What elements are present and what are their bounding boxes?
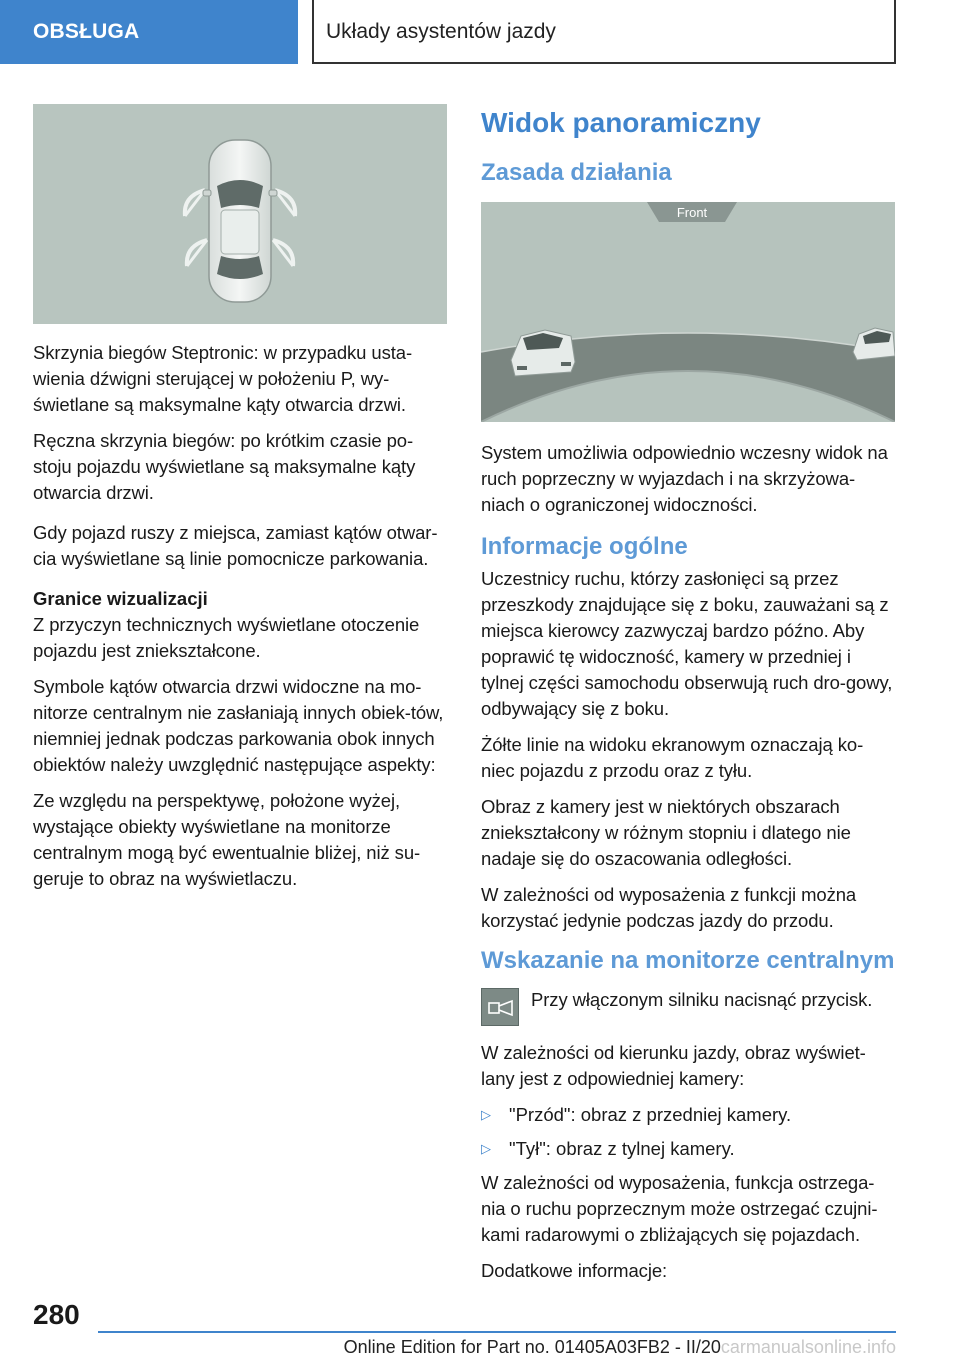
list-item-text: "Przód": obraz z przedniej kamery. xyxy=(509,1104,792,1125)
triangle-bullet-icon: ▷ xyxy=(481,1107,491,1122)
paragraph: System umożliwia odpowiednio wczesny widok na ruch poprzeczny w wyjazdach i na skrzyżowa‐niach o ograniczonej widoczności. xyxy=(481,442,888,515)
footer-divider xyxy=(98,1331,896,1333)
subsection-heading: Zasada działania xyxy=(481,159,672,186)
door-angle-illustration xyxy=(33,104,447,324)
chapter-title: Układy asystentów jazdy xyxy=(312,0,896,64)
button-instruction xyxy=(481,988,895,1026)
edition-text: Online Edition for Part no. 01405A03FB2 - II/20 xyxy=(343,1337,721,1357)
paragraph: Z przyczyn technicznych wyświetlane otoczenie pojazdu jest zniekształcone. xyxy=(33,614,420,661)
paragraph: Przy włączonym silniku nacisnąć przycisk. xyxy=(531,989,873,1010)
paragraph: W zależności od wyposażenia z funkcji można korzystać jedynie podczas jazdy do przodu. xyxy=(481,884,857,931)
footer-edition xyxy=(308,1334,896,1360)
paragraph: Ręczna skrzynia biegów: po krótkim czasie po‐stoju pojazdu wyświetlane są maksymalne kąty otwarcia drzwi. xyxy=(33,430,416,503)
paragraph: Gdy pojazd ruszy z miejsca, zamiast kątów otwar‐cia wyświetlane są linie pomocnicze parkowania. xyxy=(33,522,438,569)
panorama-camera-image xyxy=(481,202,895,422)
camera-button-icon xyxy=(481,988,519,1026)
list-item xyxy=(481,1102,895,1128)
triangle-bullet-icon: ▷ xyxy=(481,1141,491,1156)
subsection-heading-display: Wskazanie na monitorze centralnym xyxy=(481,947,895,974)
right-column xyxy=(481,104,895,1294)
page-number: 280 xyxy=(33,1299,80,1330)
list-item xyxy=(481,1136,895,1162)
list-item-text: "Tył": obraz z tylnej kamery. xyxy=(509,1138,735,1159)
watermark: carmanualsonline.info xyxy=(720,1337,896,1357)
panorama-view-illustration xyxy=(481,202,895,422)
subsection-heading-general: Informacje ogólne xyxy=(481,533,688,560)
left-column xyxy=(33,104,447,902)
paragraph: Skrzynia biegów Steptronic: w przypadku usta‐wienia dźwigni sterującej w położeniu P, wy‐świetlane są maksymalne kąty otwarcia drzwi. xyxy=(33,342,413,415)
car-top-view-icon xyxy=(33,104,447,324)
section-tab: OBSŁUGA xyxy=(0,0,298,64)
subheading-visualization-limits: Granice wizualizacji xyxy=(33,588,208,609)
paragraph: Uczestnicy ruchu, którzy zasłonięci są przez przeszkody znajdujące się z boku, zauważani są z miejsca kierowcy zazwyczaj bardzo późno. Aby poprawić tę widoczność, kamery w przedniej i tylnej części samochodu obserwują ruch dro‐gowy, odbywający się z boku. xyxy=(481,568,893,719)
front-label: Front xyxy=(676,205,708,220)
section-heading: Widok panoramiczny xyxy=(481,107,761,138)
paragraph: W zależności od kierunku jazdy, obraz wyświet‐lany jest z odpowiedniej kamery: xyxy=(481,1042,866,1089)
paragraph: Symbole kątów otwarcia drzwi widoczne na mo‐nitorze centralnym nie zasłaniają innych obiek‐tów, niemniej jednak podczas parkowania obok innych obiektów należy uwzględnić następujące aspekty: xyxy=(33,676,444,775)
paragraph: Obraz z kamery jest w niektórych obszarach zniekształcony w różnym stopniu i dlatego nie nadaje się do oszacowania odległości. xyxy=(481,796,851,869)
paragraph: W zależności od wyposażenia, funkcja ostrzega‐nia o ruchu poprzecznym może ostrzegać czujni‐kami radarowymi o zbliżających się pojazdach. xyxy=(481,1172,878,1245)
paragraph: Dodatkowe informacje: xyxy=(481,1260,668,1281)
paragraph: Ze względu na perspektywę, położone wyżej, wystające obiekty wyświetlane na monitorze centralnym mogą być ewentualnie bliżej, niż su‐geruje to obraz na wyświetlaczu. xyxy=(33,790,421,889)
paragraph: Żółte linie na widoku ekranowym oznaczają ko‐niec pojazdu z przodu oraz z tyłu. xyxy=(481,734,864,781)
